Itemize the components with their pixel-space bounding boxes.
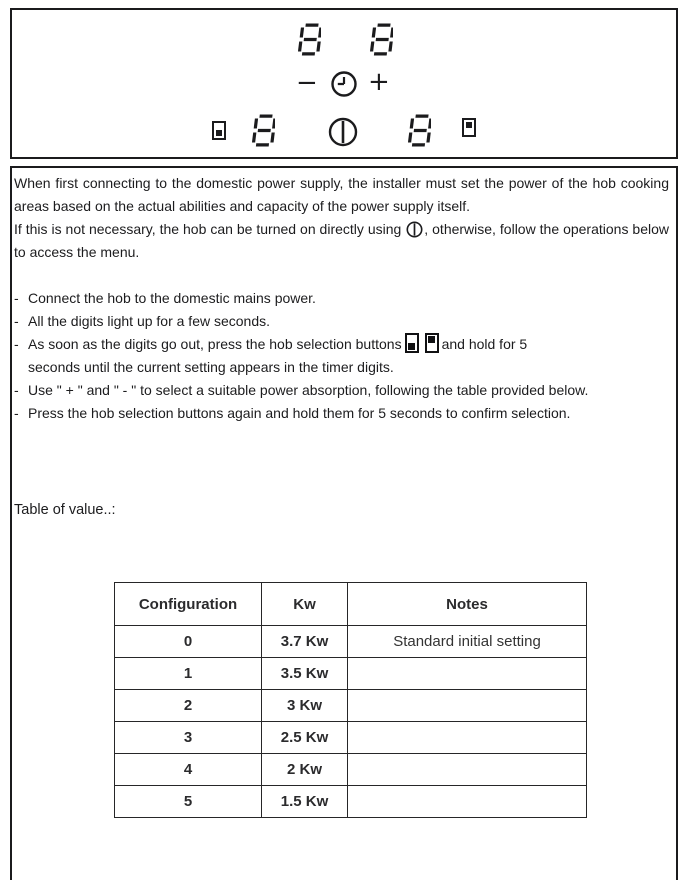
power-configuration-table [114, 582, 669, 818]
hob-select-right-icon [462, 118, 476, 137]
timer-digit-left [297, 22, 321, 57]
table-row [115, 754, 587, 786]
column-header-notes: Notes [348, 583, 587, 626]
clock-icon [331, 71, 357, 97]
intro-paragraph-2 [14, 218, 669, 264]
cell-kw: 2.5 Kw [262, 722, 348, 754]
cell-notes [348, 754, 587, 786]
list-item [14, 310, 669, 333]
cell-kw: 3.5 Kw [262, 658, 348, 690]
hob-select-left-icon [405, 333, 419, 353]
cell-notes: Standard initial setting [348, 626, 587, 658]
cell-configuration: 5 [115, 786, 262, 818]
bullet-dash: - [14, 336, 19, 352]
intro-paragraph-2-before: If this is not necessary, the hob can be turned on directly using [14, 221, 406, 237]
table-row [115, 658, 587, 690]
list-item [14, 402, 669, 425]
hob-digit-left [251, 113, 275, 148]
step-text-line2: seconds until the current setting appears in the timer digits. [28, 359, 394, 375]
table-caption: Table of value..: [14, 502, 116, 518]
timer-minus-button: − [296, 68, 318, 98]
bullet-dash: - [14, 313, 19, 329]
cell-configuration: 2 [115, 690, 262, 722]
timer-plus-button: + [368, 67, 390, 97]
cell-configuration: 3 [115, 722, 262, 754]
table-row [115, 626, 587, 658]
cell-notes [348, 722, 587, 754]
step-text-before-icons: As soon as the digits go out, press the hob selection buttons [28, 336, 402, 352]
step-text: Press the hob selection buttons again and hold them for 5 seconds to confirm selection. [28, 405, 571, 421]
cell-kw: 2 Kw [262, 754, 348, 786]
table-header-row [115, 583, 587, 626]
table-row [115, 786, 587, 818]
list-item [14, 379, 669, 402]
cell-kw: 3.7 Kw [262, 626, 348, 658]
list-item [14, 333, 669, 379]
setup-steps-list [14, 287, 669, 425]
intro-paragraph-2-after: , otherwise, follow the operations below to access the menu. [14, 221, 669, 260]
power-icon [406, 221, 423, 238]
step-text: Use " + " and " - " to select a suitable power absorption, following the table provided below. [28, 382, 589, 398]
hob-select-left-icon [212, 121, 226, 140]
table-row [115, 690, 587, 722]
cell-notes [348, 786, 587, 818]
cell-notes [348, 690, 587, 722]
intro-paragraph-1: When first connecting to the domestic power supply, the installer must set the power of the hob cooking areas based on the actual abilities and capacity of the power supply itself. [14, 175, 669, 214]
bullet-dash: - [14, 290, 19, 306]
instructions-section [10, 166, 678, 880]
step-text [28, 333, 669, 379]
step-text-after-icons: and hold for 5 [441, 336, 528, 352]
cell-kw: 1.5 Kw [262, 786, 348, 818]
hob-digit-right [407, 113, 431, 148]
step-text: Connect the hob to the domestic mains power. [28, 290, 316, 306]
cell-configuration: 1 [115, 658, 262, 690]
cell-kw: 3 Kw [262, 690, 348, 722]
column-header-kw: Kw [262, 583, 348, 626]
cell-notes [348, 658, 587, 690]
column-header-configuration: Configuration [115, 583, 262, 626]
cell-configuration: 0 [115, 626, 262, 658]
cell-configuration: 4 [115, 754, 262, 786]
hob-select-right-icon [425, 333, 439, 353]
bullet-dash: - [14, 405, 19, 421]
timer-digit-right [369, 22, 393, 57]
power-icon [328, 117, 358, 147]
step-text: All the digits light up for a few seconds. [28, 313, 271, 329]
list-item [14, 287, 669, 310]
hob-control-panel-diagram [10, 8, 678, 159]
bullet-dash: - [14, 382, 19, 398]
table-row [115, 722, 587, 754]
